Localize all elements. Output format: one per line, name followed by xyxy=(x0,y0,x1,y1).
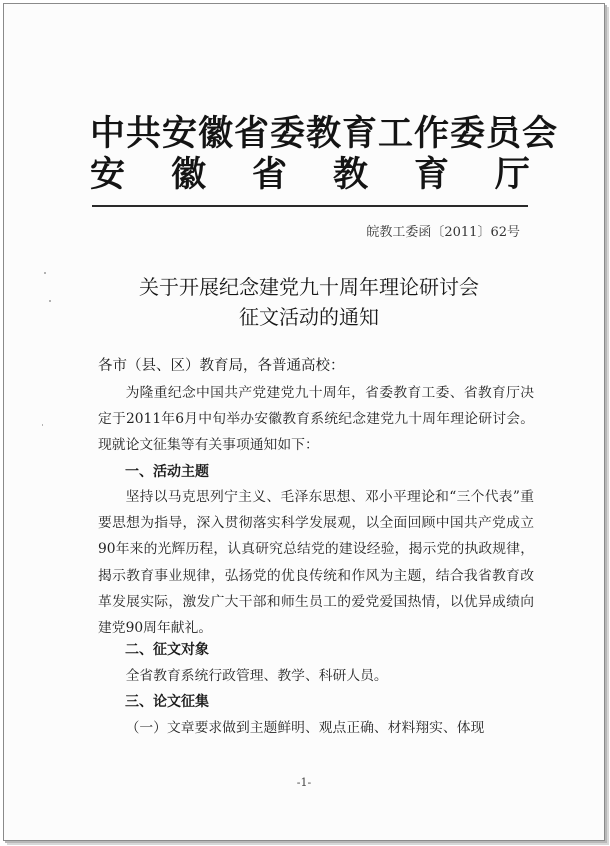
section-2-heading: 二、征文对象 xyxy=(125,642,209,658)
org-line-2-char: 省 xyxy=(251,155,287,195)
org-line-2-char: 教 xyxy=(332,155,368,195)
org-line-2-char: 厅 xyxy=(494,155,530,195)
scan-speck xyxy=(49,300,51,302)
header-divider xyxy=(92,205,528,207)
issuing-organization-line-2 xyxy=(90,154,530,196)
salutation: 各市（县、区）教育局，各普通高校： xyxy=(98,358,345,374)
document-title xyxy=(84,272,534,332)
document-page xyxy=(4,4,604,840)
scan-speck xyxy=(42,424,43,426)
document-frame xyxy=(3,3,605,841)
intro-paragraph: 为隆重纪念中国共产党建党九十周年，省委教育工委、省教育厅决定于2011年6月中旬举办安徽教育系统纪念建党九十周年理论研讨会。现就论文征集等有关事项通知如下： xyxy=(98,385,534,454)
section-3-heading: 三、论文征集 xyxy=(125,694,209,710)
issuing-organization-line-1: 中共安徽省委教育工作委员会 xyxy=(90,114,559,154)
org-line-2-char: 育 xyxy=(413,155,449,195)
section-3-paragraph: （一）文章要求做到主题鲜明、观点正确、材料翔实、体现 xyxy=(125,720,485,736)
page-number: -1- xyxy=(296,776,312,789)
section-1-paragraph: 坚持以马克思列宁主义、毛泽东思想、邓小平理论和“三个代表”重要思想为指导，深入贯彻落实科学发展观，以全面回顾中国共产党成立90年来的光辉历程，认真研究总结党的建设经验，揭示党的执政规律，揭示教育事业规律，弘扬党的优良传统和作风为主题，结合我省教育改革发展实际，激发广大干部和师生员工的爱党爱国热情，以优异成绩向建党90周年献礼。 xyxy=(98,489,534,637)
section-1-heading: 一、活动主题 xyxy=(125,464,209,480)
org-line-2-char: 安 xyxy=(90,155,126,195)
org-line-2-char: 徽 xyxy=(170,155,206,195)
section-2-paragraph: 全省教育系统行政管理、教学、科研人员。 xyxy=(125,668,388,684)
title-line-1: 关于开展纪念建党九十周年理论研讨会 xyxy=(139,275,479,299)
scan-speck xyxy=(44,272,46,274)
document-number: 皖教工委函〔2011〕62号 xyxy=(366,225,520,240)
title-line-2: 征文活动的通知 xyxy=(239,305,379,329)
